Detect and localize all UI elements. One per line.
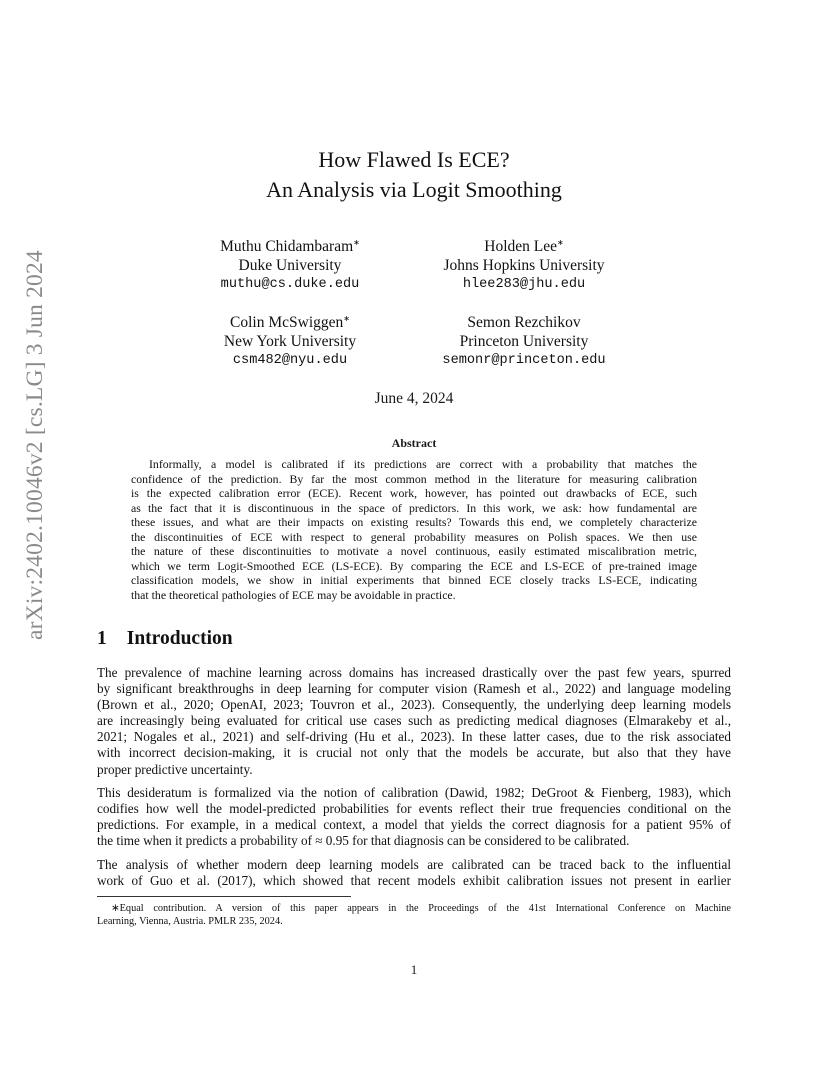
text-line: codifies how well the model-predicted probabilities for events reflect their true frequencies conditional on the	[97, 801, 731, 817]
author-block-4	[394, 313, 654, 370]
footnote-rule	[97, 896, 351, 897]
author-mark: ∗	[343, 313, 350, 323]
abstract-line: is the expected calibration error (ECE). Recent work, however, has pointed out drawbacks of ECE, such	[131, 486, 697, 501]
paragraph-3	[97, 857, 731, 889]
abstract-line: that the theoretical pathologies of ECE may be avoidable in practice.	[131, 587, 456, 602]
arxiv-stamp-text: arXiv:2402.10046v2 [cs.LG] 3 Jun 2024	[22, 250, 48, 640]
page-number: 1	[410, 962, 418, 977]
abstract-line: these issues, and what are their impacts on existing results? Towards this end, we completely characterize	[131, 515, 697, 530]
text-line: proper predictive uncertainty.	[97, 761, 253, 777]
abstract-line: Informally, a model is calibrated if its predictions are correct with a probability that matches the	[149, 457, 697, 471]
paper-date: June 4, 2024	[374, 390, 454, 407]
section-title: Introduction	[126, 628, 233, 649]
author-name: Holden Lee	[484, 238, 558, 255]
abstract-heading: Abstract	[391, 436, 437, 450]
title-line-1: How Flawed Is ECE?	[318, 147, 510, 172]
text-line: are increasingly being evaluated for critical use cases such as predicting medical diagnoses (Elmarakeby et al.,	[97, 713, 731, 729]
author-name: Muthu Chidambaram	[220, 238, 354, 255]
author-name: Colin McSwiggen	[230, 314, 344, 331]
title-line-2: An Analysis via Logit Smoothing	[266, 177, 562, 202]
author-affiliation: New York University	[223, 333, 357, 350]
abstract-line: which we term Logit-Smoothed ECE (LS-ECE). By comparing the ECE and LS-ECE of pre-trained image	[131, 558, 697, 573]
text-line: 2021; Nogales et al., 2021) and self-driving (Hu et al., 2023). In these latter cases, due to the risk associated	[97, 729, 731, 745]
abstract-body	[131, 457, 697, 602]
text-line: the time when it predicts a probability of ≈ 0.95 for that diagnosis can be considered to be calibrated.	[97, 833, 630, 849]
text-line: The prevalence of machine learning across domains has increased drastically over the past few years, spurred	[97, 665, 731, 680]
paragraph-2	[97, 785, 731, 849]
section-heading	[97, 628, 233, 650]
abstract-line: the nature of these discontinuities to motivate a novel continuous, easily estimated miscalibration metric,	[131, 544, 697, 559]
text-line: This desideratum is formalized via the notion of calibration (Dawid, 1982; DeGroot & Fienberg, 1983), which	[97, 785, 731, 800]
author-block-2	[394, 237, 654, 294]
text-line: (Brown et al., 2020; OpenAI, 2023; Touvron et al., 2023). Consequently, the underlying deep learning models	[97, 697, 731, 713]
author-email[interactable]: semonr@princeton.edu	[442, 353, 606, 368]
author-affiliation: Princeton University	[459, 333, 589, 350]
author-mark: ∗	[557, 237, 564, 247]
author-mark: ∗	[353, 237, 360, 247]
text-line: The analysis of whether modern deep learning models are calibrated can be traced back to the influential	[97, 857, 731, 872]
author-block-1	[160, 237, 420, 294]
author-email[interactable]: muthu@cs.duke.edu	[220, 277, 360, 292]
text-line: predictions. For example, in a medical context, a model that yields the correct diagnosis for a patient 95% of	[97, 817, 731, 833]
paragraph-1	[97, 665, 731, 778]
abstract-line: confidence of the prediction. By far the most common method in the literature for measuring calibration	[131, 471, 697, 486]
paper-title	[0, 145, 828, 205]
abstract-line: the discontinuities of ECE with respect to general probability measures on Polish spaces. We then use	[131, 529, 697, 544]
abstract-line: classification models, we show in initial experiments that binned ECE closely tracks LS-ECE, indicating	[131, 573, 697, 588]
text-line: by significant breakthroughs in deep learning for computer vision (Ramesh et al., 2022) and language modeling	[97, 681, 731, 697]
author-block-3	[160, 313, 420, 370]
author-affiliation: Johns Hopkins University	[443, 257, 605, 274]
text-line: with incorrect decision-making, it is crucial not only that the models be accurate, but also that they have	[97, 745, 731, 761]
author-email[interactable]: csm482@nyu.edu	[232, 353, 348, 368]
footnote	[97, 902, 731, 928]
author-name: Semon Rezchikov	[467, 314, 581, 331]
author-email[interactable]: hlee283@jhu.edu	[462, 277, 586, 292]
section-number: 1	[97, 628, 107, 649]
text-line: work of Guo et al. (2017), which showed that recent models exhibit calibration issues not present in earlier	[97, 873, 731, 889]
footnote-line: Learning, Vienna, Austria. PMLR 235, 2024.	[97, 916, 283, 927]
abstract-line: as the fact that it is discontinuous in the space of predictors. In this work, we ask: how fundamental are	[131, 500, 697, 515]
author-affiliation: Duke University	[238, 257, 342, 274]
footnote-line: ∗Equal contribution. A version of this paper appears in the Proceedings of the 41st International Conference on Machine	[111, 903, 731, 914]
